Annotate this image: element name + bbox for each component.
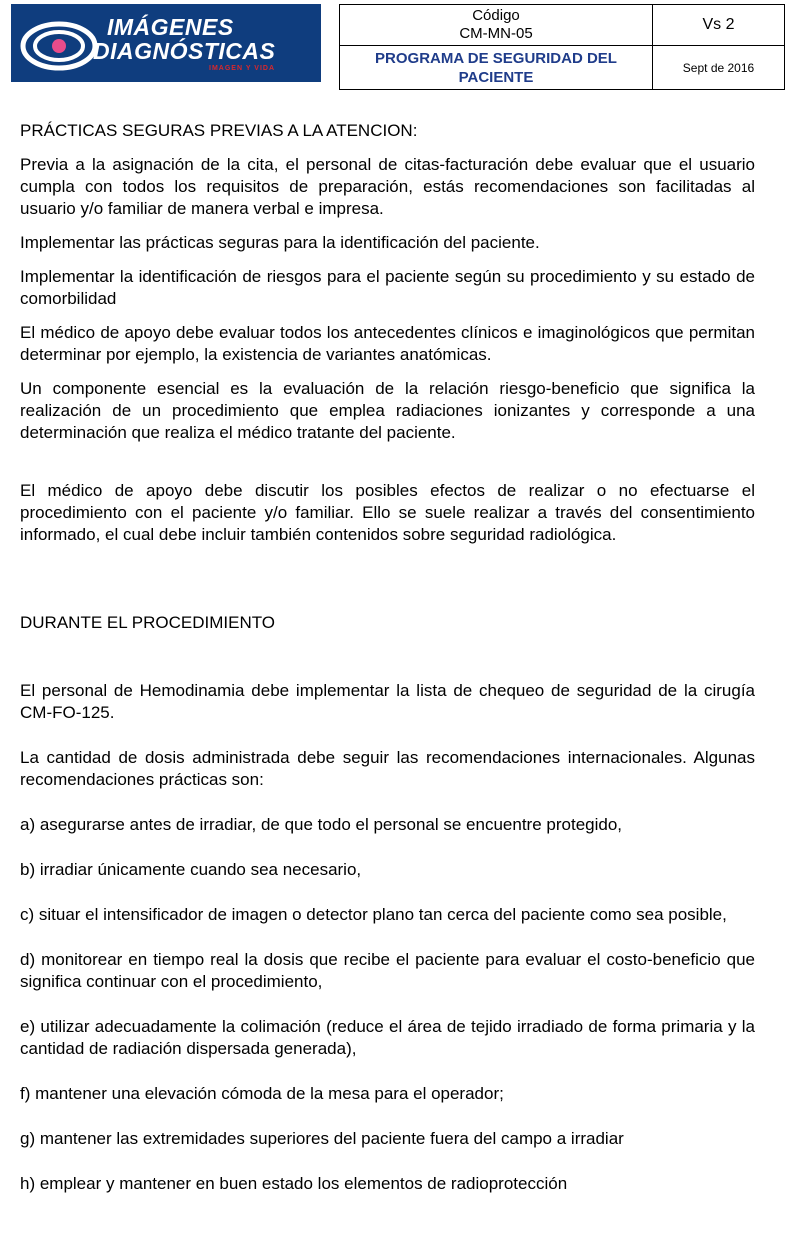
paragraph: El médico de apoyo debe evaluar todos los antecedentes clínicos e imaginológicos que permitan determinar por ejemplo, la existencia de variantes anatómicas. <box>20 323 755 364</box>
version-cell: Vs 2 <box>653 5 785 46</box>
paragraph: La cantidad de dosis administrada debe seguir las recomendaciones internacionales. Algunas recomendaciones prácticas son: <box>20 748 755 789</box>
code-cell <box>340 5 653 46</box>
list-item: e) utilizar adecuadamente la colimación (reduce el área de tejido irradiado de forma primaria y la cantidad de radiación dispersada generada), <box>20 1017 755 1058</box>
document-meta-table <box>339 4 785 90</box>
paragraph: El médico de apoyo debe discutir los posibles efectos de realizar o no efectuarse el procedimiento con el paciente y/o familiar. Ello se suele realizar a través del consentimiento informado, el cual debe incluir también contenidos sobre seguridad radiológica. <box>20 481 755 544</box>
code-value: CM-MN-05 <box>459 25 533 43</box>
document-body <box>20 120 755 1195</box>
list-item: h) emplear y mantener en buen estado los elementos de radioprotección <box>20 1174 568 1193</box>
company-logo <box>11 4 321 82</box>
program-title-line1: PROGRAMA DE SEGURIDAD DEL <box>375 49 617 67</box>
document-header <box>10 2 786 90</box>
paragraph: El personal de Hemodinamia debe implementar la lista de chequeo de seguridad de la cirugía CM-FO-125. <box>20 681 755 722</box>
list-item: d) monitorear en tiempo real la dosis que recibe el paciente para evaluar el costo-beneficio que significa continuar con el procedimiento, <box>20 950 755 991</box>
list-item: b) irradiar únicamente cuando sea necesario, <box>20 860 362 879</box>
code-label: Código <box>472 7 520 25</box>
logo-text-line1: IMÁGENES <box>107 14 234 40</box>
logo-tagline: IMAGEN Y VIDA <box>209 65 276 72</box>
section-heading-durante: DURANTE EL PROCEDIMIENTO <box>20 613 276 632</box>
paragraph: Implementar las prácticas seguras para la identificación del paciente. <box>20 233 540 252</box>
paragraph: Un componente esencial es la evaluación de la relación riesgo-beneficio que significa la realización de un procedimiento que emplea radiaciones ionizantes y corresponde a una determinación que realiza el médico tratante del paciente. <box>20 379 755 442</box>
paragraph: Previa a la asignación de la cita, el personal de citas-facturación debe evaluar que el usuario cumpla con todos los requisitos de preparación, estás recomendaciones son facilitadas al usuario y/o familiar de manera verbal e impresa. <box>20 155 755 218</box>
date-cell: Sept de 2016 <box>653 46 785 90</box>
program-title-line2: PACIENTE <box>458 68 534 86</box>
paragraph: Implementar la identificación de riesgos para el paciente según su procedimiento y su estado de comorbilidad <box>20 267 755 308</box>
list-item: a) asegurarse antes de irradiar, de que todo el personal se encuentre protegido, <box>20 815 623 834</box>
list-item: c) situar el intensificador de imagen o detector plano tan cerca del paciente como sea posible, <box>20 905 727 924</box>
program-title <box>340 46 653 90</box>
list-item: g) mantener las extremidades superiores del paciente fuera del campo a irradiar <box>20 1129 624 1148</box>
section-heading-previas: PRÁCTICAS SEGURAS PREVIAS A LA ATENCION: <box>20 121 418 140</box>
list-item: f) mantener una elevación cómoda de la mesa para el operador; <box>20 1084 504 1103</box>
logo-text-line2: DIAGNÓSTICAS <box>93 38 276 64</box>
